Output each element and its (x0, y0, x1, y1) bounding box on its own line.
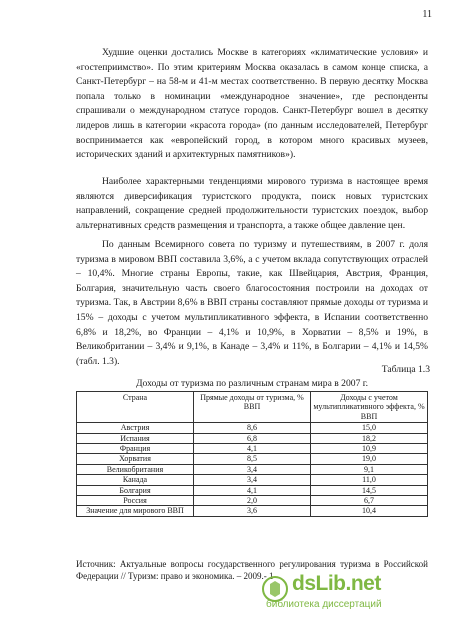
paragraph-2 (76, 175, 428, 233)
cell-country: Великобритания (77, 464, 194, 474)
table-row (77, 485, 428, 495)
watermark-subtitle: библиотека диссертаций (266, 599, 382, 610)
cell-country: Канада (77, 475, 194, 485)
cell-multiplier: 10,9 (311, 444, 428, 454)
cell-multiplier: 11,0 (311, 475, 428, 485)
cell-multiplier: 6,7 (311, 496, 428, 506)
paragraph-text: Наиболее характерными тенденциями мирового туризма в настоящее время являются диверсификация туристского продукта, поиск новых туристских направлений, сокращение средней продолжительности туристских поездок, выбор альтернативных средств размещения и транспорта, а также общее давление цен. (76, 176, 428, 231)
table-label: Таблица 1.3 (381, 364, 430, 375)
page-number: 11 (422, 9, 432, 20)
table-row (77, 454, 428, 464)
watermark-brand: dsLib.net (292, 572, 381, 595)
cell-multiplier: 14,5 (311, 485, 428, 495)
source-note: Источник: Актуальные вопросы государственного регулирования туризма в Российской Федерации // Туризм: право и экономика. – 2009.- 1 (76, 559, 428, 582)
table-row (77, 506, 428, 516)
table-row (77, 423, 428, 433)
cell-direct: 3,4 (194, 475, 311, 485)
tourism-income-table (76, 391, 428, 517)
paragraph-1 (76, 46, 428, 163)
header-multiplier-income: Доходы с учетом мультипликативного эффекта, % ВВП (311, 392, 428, 423)
table-title: Доходы от туризма по различным странам мира в 2007 г. (135, 378, 369, 389)
cell-direct: 4,1 (194, 444, 311, 454)
cell-country: Значение для мирового ВВП (77, 506, 194, 516)
cell-country: Россия (77, 496, 194, 506)
cell-country: Хорватия (77, 454, 194, 464)
header-country: Страна (77, 392, 194, 423)
cell-multiplier: 9,1 (311, 464, 428, 474)
cell-country: Франция (77, 444, 194, 454)
paragraph-text: Худшие оценки достались Москве в категориях «климатические условия» и «гостеприимство». По этим критериям Москва оказалась в самом конце списка, а Санкт-Петербург – на 58-м и 41-м местах соответственно. В первую десятку Москва попала только в номинации «международное значение», где респонденты спрашивали о международном статусе городов. Санкт-Петербург вошел в десятку лидеров лишь в категории «красота города» (по данным исследователей, Петербург воспринимается как «европейский город, в котором много красивых музеев, исторических зданий и архитектурных памятников»). (76, 47, 428, 161)
cell-direct: 3,4 (194, 464, 311, 474)
cell-country: Болгария (77, 485, 194, 495)
table-row (77, 444, 428, 454)
table-row (77, 475, 428, 485)
table-row (77, 464, 428, 474)
cell-multiplier: 10,4 (311, 506, 428, 516)
header-direct-income: Прямые доходы от туризма, % ВВП (194, 392, 311, 423)
paragraph-3 (76, 238, 428, 369)
cell-country: Испания (77, 433, 194, 443)
table-row (77, 496, 428, 506)
paragraph-text: По данным Всемирного совета по туризму и путешествиям, в 2007 г. доля туризма в мировом ВВП составила 3,6%, а с учетом вклада сопутствующих отраслей – 10,4%. Многие страны Европы, такие, как Швейцария, Австрия, Франция, Болгария, значительную часть своего благосостояния построили на доходах от туризма. Так, в Австрии 8,6% в ВВП страны составляют прямые доходы от туризма и 15% – доходы с учетом мультипликативного эффекта, в Испании соответственно 6,8% и 18,2%, во Франции – 4,1% и 10,9%, в Хорватии – 8,5% и 19%, в Великобритании – 3,4% и 9,1%, в Канаде – 3,4% и 11%, в Болгарии – 4,1% и 14,5% (табл. 1.3). (76, 239, 428, 367)
cell-direct: 2,0 (194, 496, 311, 506)
cell-direct: 4,1 (194, 485, 311, 495)
cell-direct: 3,6 (194, 506, 311, 516)
cell-multiplier: 19,0 (311, 454, 428, 464)
table-header-row (77, 392, 428, 423)
cell-multiplier: 15,0 (311, 423, 428, 433)
cell-country: Австрия (77, 423, 194, 433)
table-row (77, 433, 428, 443)
cell-direct: 8,6 (194, 423, 311, 433)
cell-direct: 8,5 (194, 454, 311, 464)
dslib-watermark (262, 574, 442, 614)
cell-direct: 6,8 (194, 433, 311, 443)
cell-multiplier: 18,2 (311, 433, 428, 443)
